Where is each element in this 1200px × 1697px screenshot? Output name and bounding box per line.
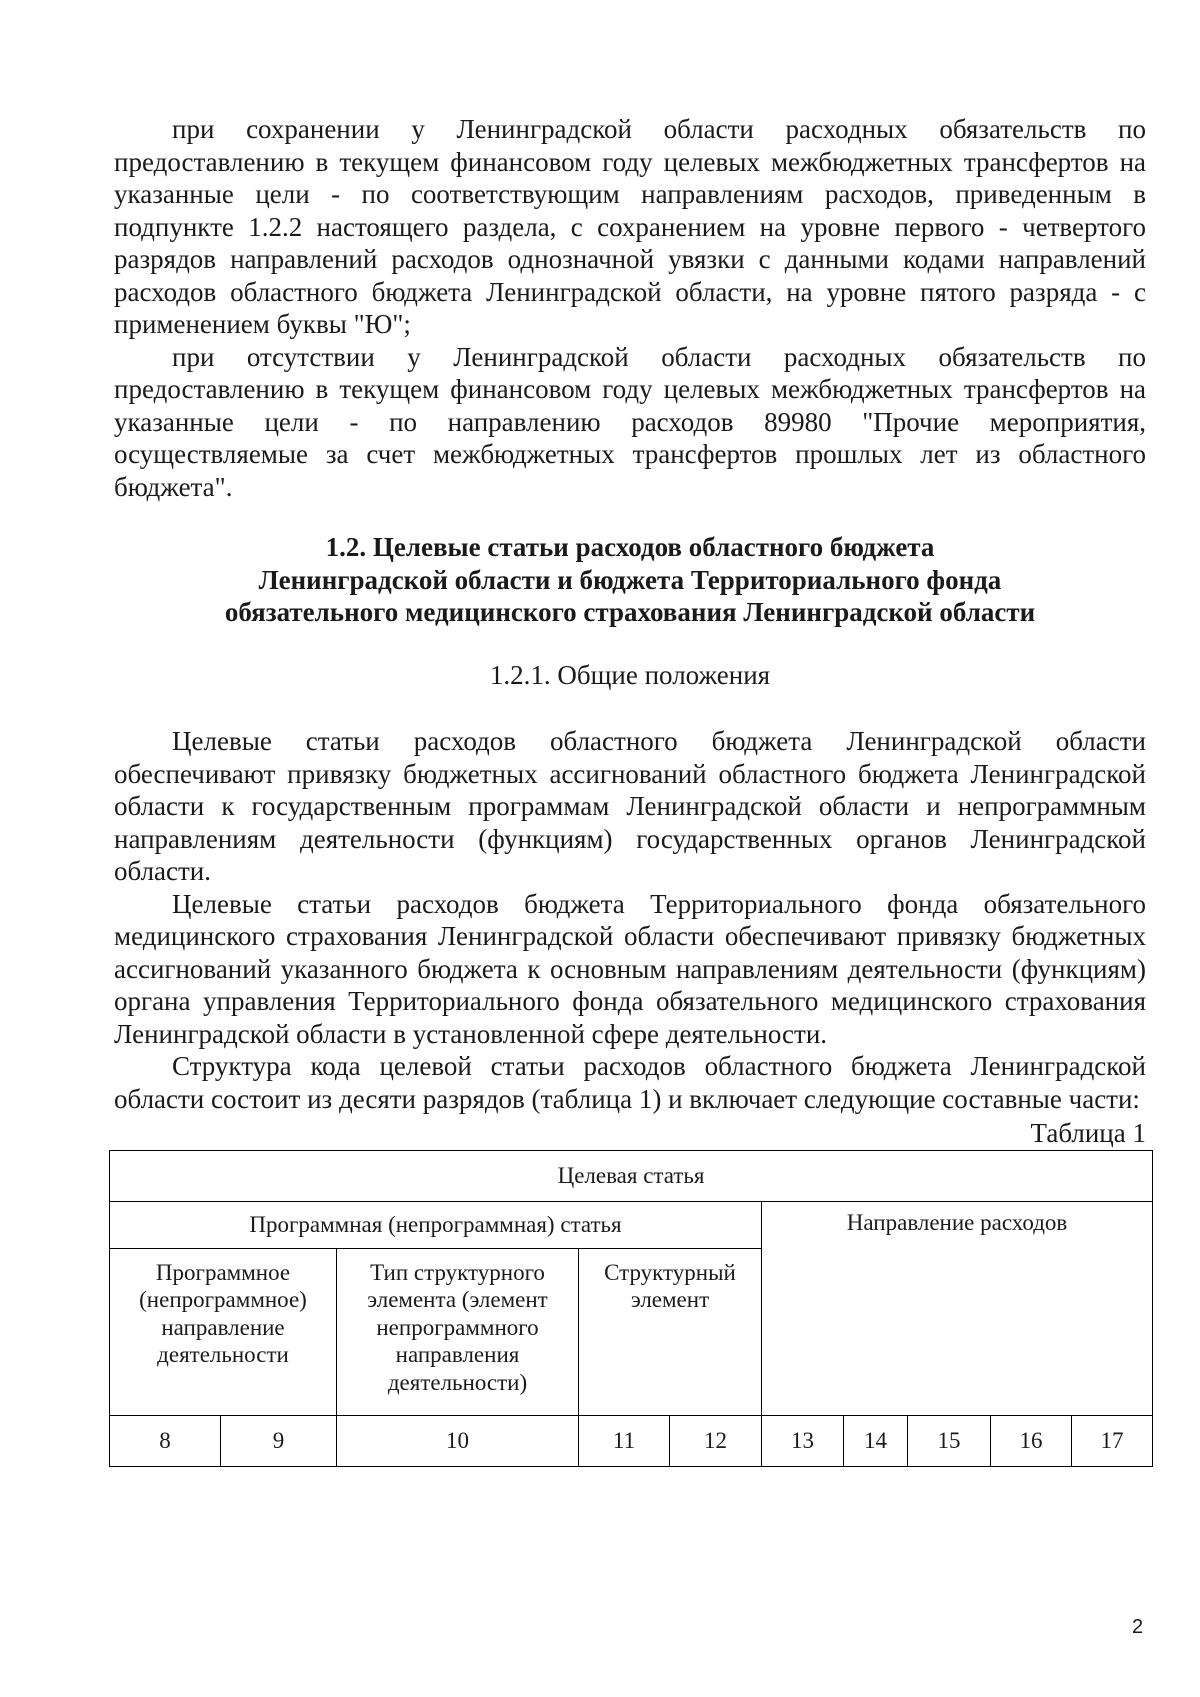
section-heading-line: 1.2. Целевые статьи расходов областного бюджета bbox=[325, 532, 935, 562]
digit-cell: 12 bbox=[670, 1415, 762, 1466]
digit-cell: 10 bbox=[337, 1415, 579, 1466]
digit-cell: 11 bbox=[579, 1415, 670, 1466]
digit-cell: 9 bbox=[221, 1415, 337, 1466]
section-heading-line: обязательного медицинского страхования Ленинградской области bbox=[224, 597, 1036, 627]
document-page bbox=[114, 113, 1146, 1467]
header-expense-direction: Направление расходов bbox=[762, 1201, 1153, 1415]
paragraph-preserved-obligations: при сохранении у Ленинградской области расходных обязательств по предоставлению в текущем финансовом году целевых межбюджетных трансфертов на указанные цели - по соответствующим направлениям расходов, приведенным в подпункте 1.2.2 настоящего раздела, с сохранением на уровне первого - четвертого разрядов направлений расходов однозначной увязки с данными кодами направлений расходов областного бюджета Ленинградской области, на уровне пятого разряда - с применением буквы "Ю"; bbox=[114, 114, 1146, 339]
header-program-article: Программная (непрограммная) статья bbox=[110, 1201, 762, 1248]
paragraph-regional-budget: Целевые статьи расходов областного бюджета Ленинградской области обеспечивают привязку бюджетных ассигнований областного бюджета Ленинградской области к государственным программам Ленинградской области и непрограммным направлениям деятельности (функциям) государственных органов Ленинградской области. bbox=[114, 726, 1146, 886]
section-heading-line: Ленинградской области и бюджета Территориального фонда bbox=[258, 564, 1002, 595]
digit-cell: 16 bbox=[991, 1415, 1072, 1466]
digit-cell: 17 bbox=[1072, 1415, 1153, 1466]
subsection-heading: 1.2.1. Общие положения bbox=[489, 659, 771, 690]
paragraph-territorial-fund: Целевые статьи расходов бюджета Территориального фонда обязательного медицинского страхования Ленинградской области обеспечивают привязку бюджетных ассигнований указанного бюджета к основным направлениям деятельности (функциям) органа управления Территориального фонда обязательного медицинского страхования Ленинградской области в установленной сфере деятельности. bbox=[114, 888, 1146, 1049]
digit-cell: 15 bbox=[908, 1415, 991, 1466]
paragraph-code-structure: Структура кода целевой статьи расходов областного бюджета Ленинградской области состоит из десяти разрядов (таблица 1) и включает следующие составные части: bbox=[114, 1051, 1146, 1114]
header-target-article: Целевая статья bbox=[110, 1150, 1153, 1201]
target-article-structure-table bbox=[109, 1150, 1153, 1467]
header-structural-element: Структурный элемент bbox=[579, 1248, 762, 1415]
digit-cell: 8 bbox=[110, 1415, 221, 1466]
digit-cell: 13 bbox=[762, 1415, 844, 1466]
page-number: 2 bbox=[1132, 1616, 1144, 1638]
section-heading bbox=[114, 531, 1146, 629]
table-caption: Таблица 1 bbox=[1030, 1118, 1146, 1148]
paragraph-no-obligations: при отсутствии у Ленинградской области расходных обязательств по предоставлению в текущем финансовом году целевых межбюджетных трансфертов на указанные цели - по направлению расходов 89980 "Прочие мероприятия, осуществляемые за счет межбюджетных трансфертов прошлых лет из областного бюджета". bbox=[114, 341, 1146, 502]
header-element-type: Тип структурного элемента (элемент непрограммного направления деятельности) bbox=[337, 1248, 579, 1415]
digit-row bbox=[110, 1415, 1153, 1466]
digit-cell: 14 bbox=[844, 1415, 908, 1466]
header-program-direction: Программное (непрограммное) направление деятельности bbox=[110, 1248, 337, 1415]
